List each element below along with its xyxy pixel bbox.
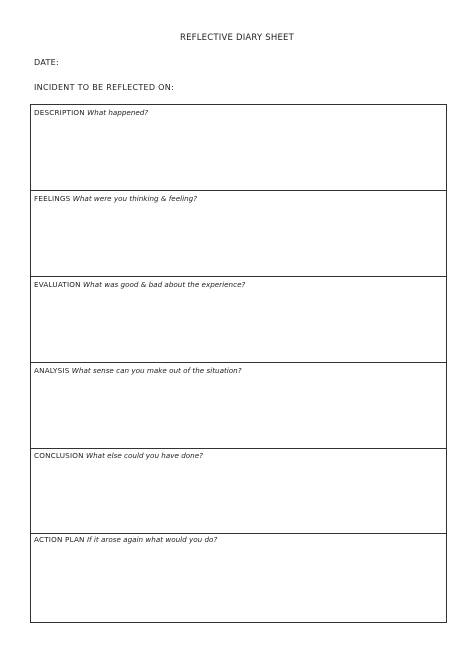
page-title: REFLECTIVE DIARY SHEET (179, 33, 295, 43)
section-conclusion[interactable] (31, 448, 446, 534)
incident-label: INCIDENT TO BE REFLECTED ON: (34, 83, 175, 92)
section-prompt (34, 280, 245, 289)
section-heading: FEELINGS (34, 194, 71, 203)
section-prompt (34, 535, 217, 544)
section-question: What sense can you make out of the situation? (71, 366, 242, 375)
section-heading: DESCRIPTION (34, 108, 85, 117)
section-prompt (34, 108, 148, 117)
section-prompt (34, 451, 203, 460)
date-label: DATE: (34, 58, 60, 67)
section-question: What were you thinking & feeling? (72, 194, 198, 203)
section-prompt (34, 194, 197, 203)
reflection-table (30, 104, 447, 623)
section-feelings[interactable] (31, 191, 446, 277)
section-question: What happened? (87, 108, 149, 117)
section-description[interactable] (31, 105, 446, 191)
section-analysis[interactable] (31, 363, 446, 449)
section-heading: CONCLUSION (34, 451, 84, 460)
section-heading: ACTION PLAN (34, 535, 85, 544)
section-prompt (34, 366, 242, 375)
section-evaluation[interactable] (31, 277, 446, 363)
section-heading: ANALYSIS (34, 366, 70, 375)
section-question: If it arose again what would you do? (86, 535, 218, 544)
section-action-plan[interactable] (31, 532, 446, 622)
section-question: What was good & bad about the experience? (83, 280, 246, 289)
section-heading: EVALUATION (34, 280, 81, 289)
section-question: What else could you have done? (86, 451, 203, 460)
